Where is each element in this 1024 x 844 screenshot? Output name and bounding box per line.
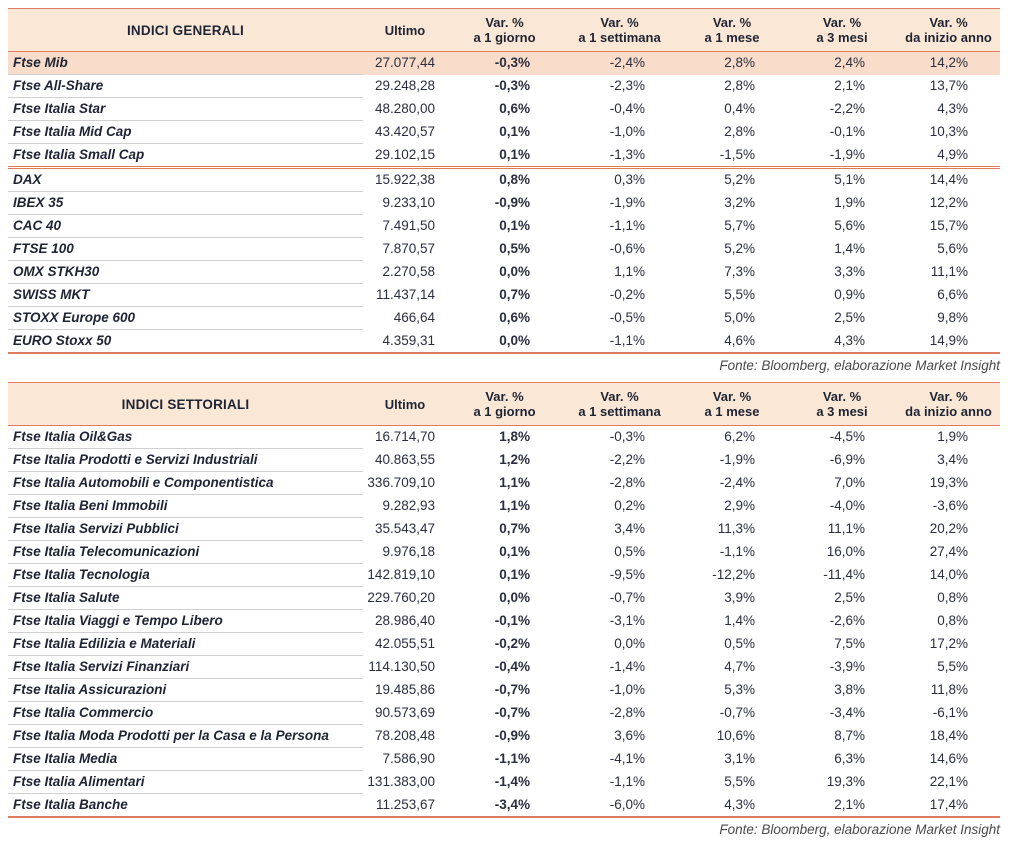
var-1-settimana-value: -2,3%: [609, 78, 645, 93]
ultimo-value: 90.573,69: [374, 705, 435, 720]
column-header-label: Var. %: [929, 15, 968, 30]
var-1-settimana-value: -1,1%: [609, 774, 645, 789]
var-3-mesi-value: 0,9%: [834, 287, 865, 302]
var-inizio-anno-value: 15,7%: [929, 218, 968, 233]
var-1-settimana-value: -2,8%: [609, 705, 645, 720]
var-1-giorno-value: -0,3%: [447, 52, 562, 75]
ultimo-value: 48.280,00: [374, 101, 435, 116]
var-3-mesi-value: 11,1%: [827, 521, 865, 536]
var-1-mese-value: 2,8%: [677, 52, 787, 75]
var-1-settimana-value: 0,2%: [614, 498, 645, 513]
index-name: DAX: [8, 168, 363, 192]
column-header-label: Var. %: [929, 389, 968, 404]
index-name: Ftse Italia Banche: [13, 797, 128, 812]
var-inizio-anno-value: 4,9%: [937, 146, 968, 162]
var-1-mese-value: 3,9%: [724, 590, 755, 605]
column-header-label: Var. %: [485, 15, 524, 30]
table-row: [8, 98, 1000, 121]
var-3-mesi-value: -2,2%: [829, 101, 865, 116]
index-name: Ftse Italia Servizi Finanziari: [8, 656, 363, 679]
ultimo-value: 40.863,55: [374, 452, 435, 467]
indici-settoriali-body: [8, 426, 1000, 818]
column-header-sublabel: a 3 mesi: [816, 30, 868, 45]
var-1-mese-value: 6,2%: [724, 429, 755, 445]
var-3-mesi-value: 6,3%: [834, 751, 865, 766]
var-1-giorno-value: 1,1%: [499, 498, 530, 513]
table-row: [8, 771, 1000, 794]
column-header-var-1-mese: [677, 383, 787, 426]
var-1-mese-value: -1,9%: [719, 452, 755, 467]
var-1-settimana-value: -1,0%: [609, 682, 645, 697]
var-1-mese-value: 5,2%: [677, 168, 787, 192]
var-1-mese-value: 3,2%: [724, 195, 755, 210]
var-1-settimana-value: -3,1%: [609, 613, 645, 628]
table-row: [8, 121, 1000, 144]
index-name: Ftse Italia Star: [8, 98, 363, 121]
column-header-label: Ultimo: [384, 22, 426, 38]
index-name: Ftse Italia Mid Cap: [8, 121, 363, 144]
var-1-mese-value: 2,9%: [724, 498, 755, 513]
var-1-giorno-value: 0,6%: [499, 310, 530, 325]
var-1-giorno-value: -1,4%: [494, 774, 530, 789]
table-row: [8, 215, 1000, 238]
var-1-mese-value: -1,1%: [719, 544, 755, 559]
ultimo-value: 229.760,20: [367, 590, 435, 605]
header-row: [8, 383, 1000, 426]
var-1-settimana-value: 3,6%: [614, 728, 645, 743]
var-1-settimana-value: -1,0%: [609, 124, 645, 139]
index-name: OMX STKH30: [8, 261, 363, 284]
var-1-giorno-value: 0,1%: [499, 146, 530, 162]
var-1-giorno-value: 0,1%: [499, 124, 530, 139]
index-name: Ftse Italia Edilizia e Materiali: [8, 633, 363, 656]
var-inizio-anno-value: 6,6%: [937, 287, 968, 302]
ultimo-value: 29.248,28: [374, 78, 435, 93]
ultimo-value: 43.420,57: [374, 124, 435, 139]
table-row: [8, 472, 1000, 495]
column-header-sublabel: da inizio anno: [905, 30, 992, 45]
index-name: Ftse Italia Prodotti e Servizi Industriali: [8, 449, 363, 472]
var-1-settimana-value: -0,6%: [609, 241, 645, 256]
indici-settoriali-table: [8, 382, 1000, 818]
var-3-mesi-value: -4,5%: [829, 429, 865, 445]
var-3-mesi-value: 2,1%: [834, 78, 865, 93]
ultimo-value: 142.819,10: [367, 567, 435, 582]
column-header-sublabel: a 1 giorno: [473, 30, 536, 45]
var-3-mesi-value: -3,9%: [829, 659, 865, 674]
indici-generali-block: [8, 8, 1012, 380]
var-3-mesi-value: 3,3%: [834, 264, 865, 279]
var-1-settimana-value: -2,8%: [609, 475, 645, 490]
var-1-giorno-value: 0,1%: [499, 218, 530, 233]
indici-settoriali-block: [8, 382, 1012, 844]
var-3-mesi-value: 2,1%: [834, 796, 865, 812]
column-header-sublabel: a 1 settimana: [578, 404, 661, 419]
var-1-settimana-value: -2,4%: [562, 52, 677, 75]
ultimo-value: 35.543,47: [374, 521, 435, 536]
index-name: Ftse Italia Servizi Pubblici: [8, 518, 363, 541]
var-1-settimana-value: -0,5%: [609, 310, 645, 325]
ultimo-value: 28.986,40: [374, 613, 435, 628]
var-1-settimana-value: -1,1%: [609, 332, 645, 348]
var-inizio-anno-value: 3,4%: [937, 452, 968, 467]
index-name: SWISS MKT: [8, 284, 363, 307]
var-inizio-anno-value: 17,4%: [929, 796, 968, 812]
var-inizio-anno-value: 22,1%: [929, 774, 968, 789]
column-header-sublabel: a 1 mese: [704, 404, 760, 419]
var-inizio-anno-value: 10,3%: [929, 124, 968, 139]
ultimo-value: 29.102,15: [374, 146, 435, 162]
column-header-label: Var. %: [485, 389, 524, 404]
index-name: Ftse Italia Assicurazioni: [8, 679, 363, 702]
ultimo-value: 7.586,90: [382, 751, 435, 766]
var-3-mesi-value: -4,0%: [829, 498, 865, 513]
var-inizio-anno-value: 17,2%: [929, 636, 968, 651]
source-note: Fonte: Bloomberg, elaborazione Market Insight: [719, 822, 1000, 837]
var-inizio-anno-value: 12,2%: [929, 195, 968, 210]
var-inizio-anno-value: 9,8%: [937, 310, 968, 325]
var-1-giorno-value: 0,1%: [499, 544, 530, 559]
column-header-label: Var. %: [822, 15, 862, 30]
var-1-giorno-value: -1,1%: [494, 751, 530, 766]
var-inizio-anno-value: 14,6%: [929, 751, 968, 766]
var-inizio-anno-value: 5,5%: [937, 659, 968, 674]
table-row: [8, 541, 1000, 564]
column-header-label: Ultimo: [384, 396, 426, 412]
table-row: [8, 610, 1000, 633]
var-inizio-anno-value: 4,3%: [937, 101, 968, 116]
var-1-settimana-value: -6,0%: [609, 796, 645, 812]
var-3-mesi-value: 7,5%: [834, 636, 865, 651]
var-3-mesi-value: 2,5%: [834, 590, 865, 605]
var-1-mese-value: 2,8%: [724, 78, 755, 93]
indici-generali-body: [8, 52, 1000, 354]
var-1-giorno-value: 0,8%: [447, 168, 562, 192]
var-1-mese-value: 5,5%: [724, 287, 755, 302]
ultimo-value: 9.976,18: [382, 544, 435, 559]
var-inizio-anno-value: 11,8%: [930, 682, 968, 697]
var-1-giorno-value: 1,1%: [499, 475, 530, 490]
ultimo-value: 78.208,48: [374, 728, 435, 743]
column-header-var-1-mese: [677, 9, 787, 52]
index-name: FTSE 100: [8, 238, 363, 261]
var-3-mesi-value: 3,8%: [834, 682, 865, 697]
var-inizio-anno-value: 14,2%: [897, 52, 1000, 75]
var-1-giorno-value: -0,7%: [494, 682, 530, 697]
column-header-var-3-mesi: [787, 383, 897, 426]
header-row: [8, 9, 1000, 52]
table-row: [8, 284, 1000, 307]
var-inizio-anno-value: 11,1%: [930, 264, 968, 279]
var-1-mese-value: 4,7%: [724, 659, 755, 674]
var-inizio-anno-value: 19,3%: [929, 475, 968, 490]
ultimo-value: 7.491,50: [382, 218, 435, 233]
var-inizio-anno-value: 13,7%: [929, 78, 968, 93]
table-row: [8, 702, 1000, 725]
var-1-mese-value: 5,3%: [724, 682, 755, 697]
column-header-sublabel: a 1 settimana: [578, 30, 661, 45]
var-3-mesi-value: 5,1%: [787, 168, 897, 192]
var-3-mesi-value: 16,0%: [826, 544, 865, 559]
var-inizio-anno-value: 0,8%: [937, 613, 968, 628]
ultimo-value: 7.870,57: [382, 241, 435, 256]
var-1-giorno-value: -0,4%: [494, 659, 530, 674]
index-name: Ftse Italia Viaggi e Tempo Libero: [8, 610, 363, 633]
var-1-mese-value: 3,1%: [724, 751, 755, 766]
index-name: Ftse Italia Commercio: [8, 702, 363, 725]
ultimo-value: 11.253,67: [375, 796, 435, 812]
var-1-settimana-value: 0,0%: [614, 636, 645, 651]
ultimo-value: 11.437,14: [375, 287, 435, 302]
var-1-settimana-value: -0,4%: [609, 101, 645, 116]
var-1-settimana-value: 0,5%: [614, 544, 645, 559]
ultimo-value: 19.485,86: [374, 682, 435, 697]
ultimo-value: 131.383,00: [367, 774, 435, 789]
table-row: [8, 75, 1000, 98]
var-1-giorno-value: 0,0%: [499, 264, 530, 279]
var-1-mese-value: -12,2%: [712, 567, 755, 582]
column-header-label: Var. %: [712, 15, 752, 30]
var-3-mesi-value: -3,4%: [829, 705, 865, 720]
var-inizio-anno-value: -3,6%: [932, 498, 968, 513]
table-row: [8, 587, 1000, 610]
var-1-giorno-value: 0,0%: [499, 590, 530, 605]
var-1-mese-value: 5,5%: [724, 774, 755, 789]
var-1-settimana-value: -2,2%: [609, 452, 645, 467]
var-1-mese-value: 1,4%: [724, 613, 755, 628]
index-name: STOXX Europe 600: [8, 307, 363, 330]
var-1-settimana-value: -0,7%: [609, 590, 645, 605]
index-name: Ftse Italia Oil&Gas: [8, 426, 363, 449]
ultimo-value: 114.130,50: [368, 659, 435, 674]
var-1-mese-value: 0,5%: [724, 636, 755, 651]
index-name: Ftse All-Share: [8, 75, 363, 98]
ultimo-value: 2.270,58: [382, 264, 435, 279]
var-1-mese-value: 10,6%: [716, 728, 755, 743]
index-name: Ftse Italia Beni Immobili: [8, 495, 363, 518]
var-3-mesi-value: -6,9%: [829, 452, 865, 467]
table-row: [8, 192, 1000, 215]
var-inizio-anno-value: 20,2%: [929, 521, 968, 536]
var-1-settimana-value: 3,4%: [614, 521, 645, 536]
var-3-mesi-value: 8,7%: [834, 728, 865, 743]
var-1-settimana-value: -4,1%: [609, 751, 645, 766]
ultimo-value: 27.077,44: [363, 52, 447, 75]
table-row: [8, 633, 1000, 656]
var-1-settimana-value: -0,2%: [609, 287, 645, 302]
var-1-mese-value: 5,0%: [724, 310, 755, 325]
var-1-mese-value: -1,5%: [719, 146, 755, 162]
index-name: Ftse Italia Media: [8, 748, 363, 771]
table-row: [8, 168, 1000, 192]
var-3-mesi-value: -0,1%: [829, 124, 865, 139]
var-1-giorno-value: 0,7%: [499, 521, 530, 536]
index-name: CAC 40: [8, 215, 363, 238]
var-inizio-anno-value: 18,4%: [929, 728, 968, 743]
table-row: [8, 330, 1000, 354]
index-name: Ftse Italia Automobili e Componentistica: [8, 472, 363, 495]
var-1-settimana-value: -1,9%: [609, 195, 645, 210]
column-header-var-1-giorno: [447, 383, 562, 426]
var-1-giorno-value: 0,7%: [499, 287, 530, 302]
var-1-giorno-value: -0,2%: [494, 636, 530, 651]
table-row: [8, 656, 1000, 679]
column-header-var-1-giorno: [447, 9, 562, 52]
var-inizio-anno-value: 14,9%: [929, 332, 968, 348]
table-row: [8, 144, 1000, 168]
column-header-label: Var. %: [712, 389, 752, 404]
var-1-mese-value: -0,7%: [719, 705, 755, 720]
var-1-mese-value: 5,2%: [724, 241, 755, 256]
var-1-settimana-value: 1,1%: [614, 264, 645, 279]
column-header-var-1-settimana: [562, 383, 677, 426]
var-inizio-anno-value: 14,4%: [897, 168, 1000, 192]
index-name: Ftse Italia Salute: [8, 587, 363, 610]
var-1-giorno-value: -0,1%: [494, 613, 530, 628]
var-1-mese-value: 5,7%: [724, 218, 755, 233]
var-1-giorno-value: -0,3%: [494, 78, 530, 93]
index-name: Ftse Mib: [8, 52, 363, 75]
var-3-mesi-value: 19,3%: [826, 774, 865, 789]
table-title: INDICI SETTORIALI: [8, 383, 363, 426]
table-row: [8, 725, 1000, 748]
var-3-mesi-value: -11,4%: [823, 567, 865, 582]
ultimo-value: 42.055,51: [374, 636, 435, 651]
column-header-ultimo: [363, 9, 447, 52]
source-note: Fonte: Bloomberg, elaborazione Market Insight: [719, 358, 1000, 373]
index-name: Ftse Italia Telecomunicazioni: [8, 541, 363, 564]
table-row: [8, 52, 1000, 75]
ultimo-value: 9.282,93: [382, 498, 435, 513]
indici-generali-table: [8, 8, 1000, 354]
var-1-mese-value: 11,3%: [717, 521, 755, 536]
table-row: [8, 564, 1000, 587]
var-1-giorno-value: 0,1%: [499, 567, 530, 582]
index-name: Ftse Italia Tecnologia: [8, 564, 363, 587]
ultimo-value: 16.714,70: [374, 429, 435, 445]
var-3-mesi-value: 1,9%: [834, 195, 865, 210]
var-1-settimana-value: 0,3%: [562, 168, 677, 192]
var-1-giorno-value: 0,5%: [499, 241, 530, 256]
var-1-mese-value: 7,3%: [724, 264, 755, 279]
var-inizio-anno-value: 5,6%: [937, 241, 968, 256]
table-row: [8, 679, 1000, 702]
table-row: [8, 307, 1000, 330]
var-1-settimana-value: -0,3%: [609, 429, 645, 445]
var-3-mesi-value: 7,0%: [834, 475, 865, 490]
var-inizio-anno-value: -6,1%: [932, 705, 968, 720]
var-1-giorno-value: 0,0%: [499, 332, 530, 348]
var-1-settimana-value: -1,3%: [609, 146, 645, 162]
ultimo-value: 336.709,10: [367, 475, 435, 490]
table-row: [8, 449, 1000, 472]
var-3-mesi-value: 5,6%: [834, 218, 865, 233]
var-1-giorno-value: -3,4%: [494, 796, 530, 812]
var-1-giorno-value: -0,9%: [494, 728, 530, 743]
index-name: Ftse Italia Moda Prodotti per la Casa e la Persona: [8, 725, 363, 748]
var-inizio-anno-value: 14,0%: [929, 567, 968, 582]
var-1-giorno-value: 0,6%: [499, 101, 530, 116]
var-1-mese-value: 4,3%: [724, 796, 755, 812]
var-inizio-anno-value: 27,4%: [929, 544, 968, 559]
table-title: INDICI GENERALI: [8, 9, 363, 52]
column-header-label: Var. %: [822, 389, 862, 404]
column-header-sublabel: a 1 giorno: [473, 404, 536, 419]
var-inizio-anno-value: 1,9%: [937, 429, 968, 445]
var-1-mese-value: 4,6%: [724, 332, 755, 348]
ultimo-value: 466,64: [393, 310, 435, 325]
table-row: [8, 238, 1000, 261]
var-inizio-anno-value: 0,8%: [937, 590, 968, 605]
column-header-var-1-settimana: [562, 9, 677, 52]
table-row: [8, 518, 1000, 541]
table-row: [8, 261, 1000, 284]
var-1-mese-value: -2,4%: [719, 475, 755, 490]
var-1-giorno-value: -0,7%: [494, 705, 530, 720]
column-header-var-inizio-anno: [897, 383, 1000, 426]
table-row: [8, 794, 1000, 818]
var-1-giorno-value: -0,9%: [494, 195, 530, 210]
column-header-label: Var. %: [600, 15, 639, 30]
index-name: Ftse Italia Small Cap: [8, 144, 363, 168]
index-name: EURO Stoxx 50: [13, 333, 112, 348]
var-1-settimana-value: -1,4%: [609, 659, 645, 674]
var-3-mesi-value: -1,9%: [829, 146, 865, 162]
column-header-var-inizio-anno: [897, 9, 1000, 52]
index-name: IBEX 35: [8, 192, 363, 215]
ultimo-value: 9.233,10: [382, 195, 435, 210]
column-header-label: Var. %: [600, 389, 639, 404]
var-3-mesi-value: -2,6%: [829, 613, 865, 628]
var-3-mesi-value: 2,5%: [834, 310, 865, 325]
column-header-var-3-mesi: [787, 9, 897, 52]
table-row: [8, 426, 1000, 449]
table-row: [8, 748, 1000, 771]
var-3-mesi-value: 2,4%: [787, 52, 897, 75]
var-1-giorno-value: 1,2%: [499, 452, 530, 467]
var-1-mese-value: 2,8%: [724, 124, 755, 139]
column-header-sublabel: a 1 mese: [704, 30, 760, 45]
ultimo-value: 4.359,31: [382, 332, 435, 348]
table-row: [8, 495, 1000, 518]
var-3-mesi-value: 1,4%: [834, 241, 865, 256]
var-1-settimana-value: -1,1%: [609, 218, 645, 233]
index-name: Ftse Italia Alimentari: [8, 771, 363, 794]
column-header-sublabel: a 3 mesi: [816, 404, 868, 419]
ultimo-value: 15.922,38: [363, 168, 447, 192]
var-1-settimana-value: -9,5%: [609, 567, 645, 582]
var-1-mese-value: 0,4%: [724, 101, 755, 116]
column-header-sublabel: da inizio anno: [905, 404, 992, 419]
column-header-ultimo: [363, 383, 447, 426]
var-3-mesi-value: 4,3%: [834, 332, 865, 348]
var-1-giorno-value: 1,8%: [499, 429, 530, 445]
